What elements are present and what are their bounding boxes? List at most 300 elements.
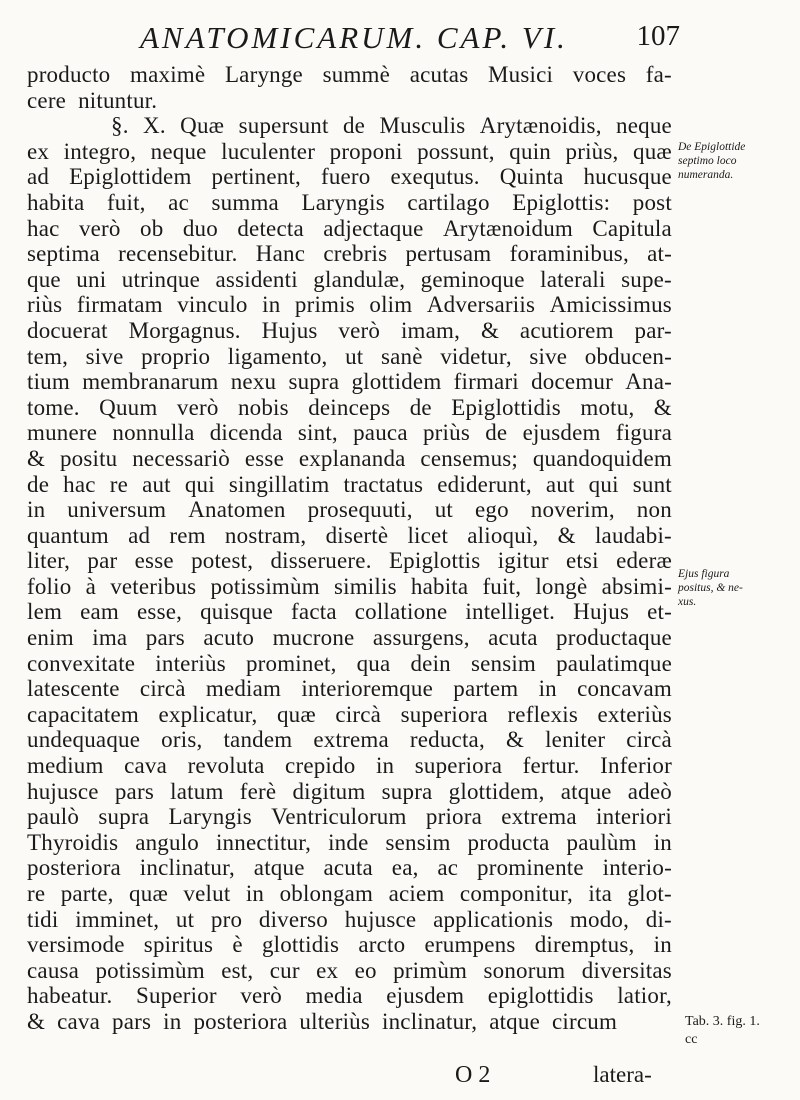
text-line [27,599,672,625]
word: circum [552,1008,618,1034]
word: cartilago [407,189,490,215]
margin-note-line: positus, & ne- [678,582,743,594]
word: uni [76,266,107,292]
word: absimi- [601,573,672,599]
word: & [27,1008,46,1034]
word: figura [615,420,672,446]
word: Epiglottidis [451,394,561,420]
word: tome. [27,394,80,420]
word: Inferior [600,753,672,779]
word: pars [114,778,154,804]
word: universum [67,497,167,523]
word: aut [545,471,575,497]
word: superiora [414,753,503,779]
word: producto [27,62,111,87]
word: luculenter [221,138,316,164]
word: ediderunt, [437,471,532,497]
word: neque [150,138,207,164]
word: re [109,471,129,497]
word: obducen- [584,343,672,369]
word: digitum [292,778,366,804]
margin-note-line: Ejus figura [678,568,730,580]
text-line [27,830,672,856]
word: tium [27,369,70,395]
word: inclinatur, [139,855,235,881]
margin-note-line: numeranda. [678,169,734,181]
text-line [27,139,672,165]
word: assidenti [215,266,298,292]
word: esse [244,445,284,471]
catchword: latera- [593,1062,652,1087]
word: longè [535,573,588,599]
word: & [480,317,500,343]
word: Epiglottis: [512,189,611,215]
word: laudabi- [594,522,672,548]
running-title: ANATOMICARUM. CAP. VI. [140,20,568,55]
text-line [27,881,672,907]
word: tem, [27,343,69,369]
word: in [163,1008,182,1034]
word: Hujus [261,317,318,343]
word: et- [647,599,672,625]
word: cere [27,87,67,113]
word: in [262,292,281,318]
text-line [27,855,672,881]
word: spiritus [143,932,214,958]
word: in [653,932,672,958]
word: posteriora [193,1008,288,1034]
word: acutas [409,62,469,87]
word: potissimùm [210,573,320,599]
word: sanè [380,343,423,369]
word: ob [140,215,164,241]
word: pars [145,625,185,651]
word: Quum [99,394,158,420]
word: crepido [285,753,356,779]
word: ex [27,138,50,164]
word: ego [474,497,509,523]
word: posteriora [27,855,121,881]
word: capacitatem [27,701,140,727]
text-line [27,523,672,549]
word: riùs [27,292,63,318]
word: que [27,266,61,292]
word: licet [407,522,449,548]
word: & [505,727,525,753]
word: X. [143,113,166,139]
word: pertinent, [211,164,302,190]
word: Arytænoidum [443,215,573,241]
word: explananda [298,445,406,471]
text-line [27,753,672,779]
word: modo, [569,906,630,932]
word: de [27,471,50,497]
text-line [27,676,672,702]
word: inclinatur, [382,1008,478,1034]
word: Amicissimus [549,292,672,318]
word: productaque [556,625,672,651]
word: pertusam [405,241,492,267]
word: priora [425,804,483,830]
word: collatione [354,599,448,625]
word: latescente [27,676,120,702]
word: hujusce [344,906,417,932]
word: maximè [130,62,206,87]
word: interioremque [301,676,434,702]
word: laterali [540,266,606,292]
word: qui [588,471,619,497]
word: ita [588,881,612,906]
word: folio [27,573,72,599]
word: ac [437,855,459,881]
word: sive [529,343,568,369]
word: priùs, [565,138,619,164]
word: imam, [400,317,461,343]
word: convexitate [27,650,136,676]
word: habeatur. [27,983,113,1009]
word: fuero [320,164,371,190]
word: detecta [237,215,304,241]
word: hac [27,215,60,241]
word: quisque [200,599,274,625]
text-line [27,651,672,677]
word: ederæ [616,548,672,574]
word: tandem [223,727,293,753]
word: paulatimque [556,650,672,676]
word: velut [183,881,231,906]
word: Musici [488,62,554,87]
text-line [27,907,672,933]
text-line [27,318,672,344]
text-line [27,369,672,395]
word: noverim, [530,497,615,523]
word: docemur [531,369,613,395]
word: undequaque [27,727,141,753]
word: circà [139,676,186,702]
word: causa [27,957,80,983]
word: fuit, [106,189,146,215]
word: & [27,445,46,471]
word: fertur. [522,753,580,779]
word: leniter [545,727,606,753]
word: angulo [135,829,200,855]
page-footer [0,1062,800,1092]
word: extrema [313,727,389,753]
word: supra [288,369,340,395]
word: medium [27,753,104,779]
word: utrinque [121,266,201,292]
word: versimode [27,932,125,958]
word: Hanc [255,241,306,267]
word: epiglottidis [487,983,594,1009]
word: quin [509,138,551,164]
word: est, [221,957,254,983]
word: acutiorem [519,317,614,343]
word: habita [410,573,469,599]
word: oris, [161,727,203,753]
word: parte, [60,881,114,906]
word: integro, [63,138,137,164]
word: munere [27,420,98,446]
word: glottidem [351,369,442,395]
word: verò [240,983,282,1009]
word: septima [27,241,100,267]
word: atque [253,855,305,881]
word: pars [112,1008,152,1034]
word: neque [616,113,672,139]
word: nobis [237,394,289,420]
word: necessariò [132,445,231,471]
word: Anatomen [188,497,286,523]
word: arcto [358,932,406,958]
word: disseruere. [270,548,372,574]
word: duo [182,215,218,241]
word: possunt, [417,138,495,164]
word: Larynge [224,62,303,87]
word: nituntur. [78,87,158,113]
word: glandulæ, [313,266,406,292]
word: nexu [230,369,277,395]
body-text [27,62,672,1072]
word: verò [338,317,381,343]
word: ad [128,522,151,548]
word: oblongam [279,881,374,906]
text-line [27,164,672,190]
word: crebris [323,241,388,267]
text-line [27,344,672,370]
margin-note-plate-reference [685,1013,760,1049]
word: disertè [325,522,389,548]
word: intelliget. [465,599,556,625]
word: revoluta [187,753,265,779]
word: ut [345,343,364,369]
word: Epiglottis [388,548,481,574]
word: similis [333,573,397,599]
word: de [342,113,366,139]
word: aciem [388,881,445,906]
word: acuto [203,625,255,651]
word: supersunt [238,113,329,139]
margin-note-figure [678,567,743,609]
word: priùs [422,420,470,446]
word: verò [176,394,219,420]
word: alioquì, [467,522,539,548]
word: §. [111,113,129,139]
word: liter, [27,548,71,574]
word: voces [572,62,627,87]
text-line [27,88,672,114]
word: esse, [137,599,183,625]
word: ac [168,189,189,215]
word: à [85,573,97,599]
word: eam [80,599,120,625]
margin-note-epiglottis [678,140,745,182]
word: diverso [258,906,328,932]
word: è [232,932,243,958]
word: reducta, [409,727,485,753]
word: adeò [627,778,672,804]
word: re [27,881,46,906]
word: prominet, [245,650,337,676]
word: ut [434,497,453,523]
word: censemus; [420,445,519,471]
word: acuta [323,855,373,881]
text-line [27,446,672,472]
word: firmari [453,369,519,395]
word: ima [92,625,128,651]
word: Laryngis [301,189,385,215]
word: quæ [276,701,316,727]
text-line [27,113,672,139]
word: glottidem, [448,778,545,804]
word: Morgagnus. [128,317,241,343]
word: veteribus [110,573,197,599]
word: pauca [353,420,408,446]
text-line [27,625,672,651]
word: lem [27,599,63,625]
text-line [27,216,672,242]
word: cava [57,1008,101,1034]
word: & [557,522,576,548]
word: hujusce [27,778,99,804]
word: latum [170,778,224,804]
word: interio- [602,855,672,881]
word: Quæ [180,113,225,139]
text-line [27,267,672,293]
text-line [27,548,672,574]
word: rem [169,522,206,548]
word: post [632,189,672,215]
word: summa [211,189,279,215]
word: assurgens, [372,625,470,651]
word: non [636,497,672,523]
text-line [27,574,672,600]
word: superiora [400,701,488,727]
word: ea, [391,855,419,881]
word: deinceps [308,394,391,420]
word: de [409,394,432,420]
text-line [27,779,672,805]
word: cava [124,753,168,779]
word: in [245,881,265,906]
word: ulteriùs [299,1008,371,1034]
margin-note-line: cc [685,1032,698,1047]
word: mediam [205,676,282,702]
word: verò [78,215,121,241]
word: potest, [191,548,254,574]
text-line [27,241,672,267]
word: erumpens [424,932,516,958]
word: quandoquidem [532,445,672,471]
text-line [27,420,672,446]
word: hucusque [583,164,672,190]
word: prosequuti, [307,497,413,523]
word: olim [369,292,413,318]
word: prominente [477,855,584,881]
margin-note-line: septimo loco [678,155,737,167]
word: tidi [27,906,59,932]
word: innectitur, [215,829,312,855]
word: glot- [627,881,672,906]
word: videtur, [440,343,512,369]
word: exteriùs [597,701,672,727]
text-line [27,932,672,958]
word: qui [184,471,215,497]
word: circà [335,701,382,727]
text-line [27,804,672,830]
word: hac [63,471,96,497]
word: ferè [239,778,277,804]
word: Laryngis [168,804,252,830]
text-line [27,395,672,421]
word: mucrone [272,625,355,651]
word: pro [210,906,243,932]
word: proponi [329,138,403,164]
text-line [27,292,672,318]
word: in [27,497,46,523]
word: diversitas [581,957,672,983]
word: in [375,753,395,779]
text-line [27,497,672,523]
word: atque [489,1008,540,1034]
word: Capitula [592,215,672,241]
margin-note-line: xus. [678,596,697,608]
word: primùm [393,957,468,983]
word: summè [322,62,391,87]
word: enim [27,625,74,651]
word: Quinta [499,164,564,190]
word: qua [356,650,391,676]
word: Ana- [625,369,672,395]
word: sint, [297,420,338,446]
word: facta [291,599,337,625]
margin-note-line: Tab. 3. fig. 1. [685,1014,760,1029]
word: sunt [632,471,672,497]
word: dicenda [209,420,283,446]
word: atque [560,778,612,804]
word: Thyroidis [27,829,119,855]
text-line [27,472,672,498]
word: exequtus. [390,164,480,190]
word: potissimùm [95,957,205,983]
word: membranarum [82,369,219,395]
word: circà [626,727,672,753]
word: partem [453,676,519,702]
text-line [27,62,672,88]
word: Superior [135,983,217,1009]
margin-note-line: De Epiglottide [678,141,746,153]
word: supra [98,804,150,830]
word: glottidis [261,932,340,958]
word: etsi [566,548,599,574]
word: supra [381,778,433,804]
word: di- [645,906,672,932]
word: Hujus [573,599,630,625]
word: quantum [27,522,109,548]
word: esse [134,548,174,574]
word: par- [634,317,672,343]
word: aut [142,471,171,497]
word: interiùs [155,650,226,676]
word: ejusdem [522,420,601,446]
word: inde [328,829,369,855]
signature-mark: O 2 [455,1062,491,1088]
text-line [27,958,672,984]
word: diremptus, [534,932,635,958]
page-number: 107 [636,20,680,52]
word: geminoque [420,266,525,292]
word: interiori [596,804,672,830]
